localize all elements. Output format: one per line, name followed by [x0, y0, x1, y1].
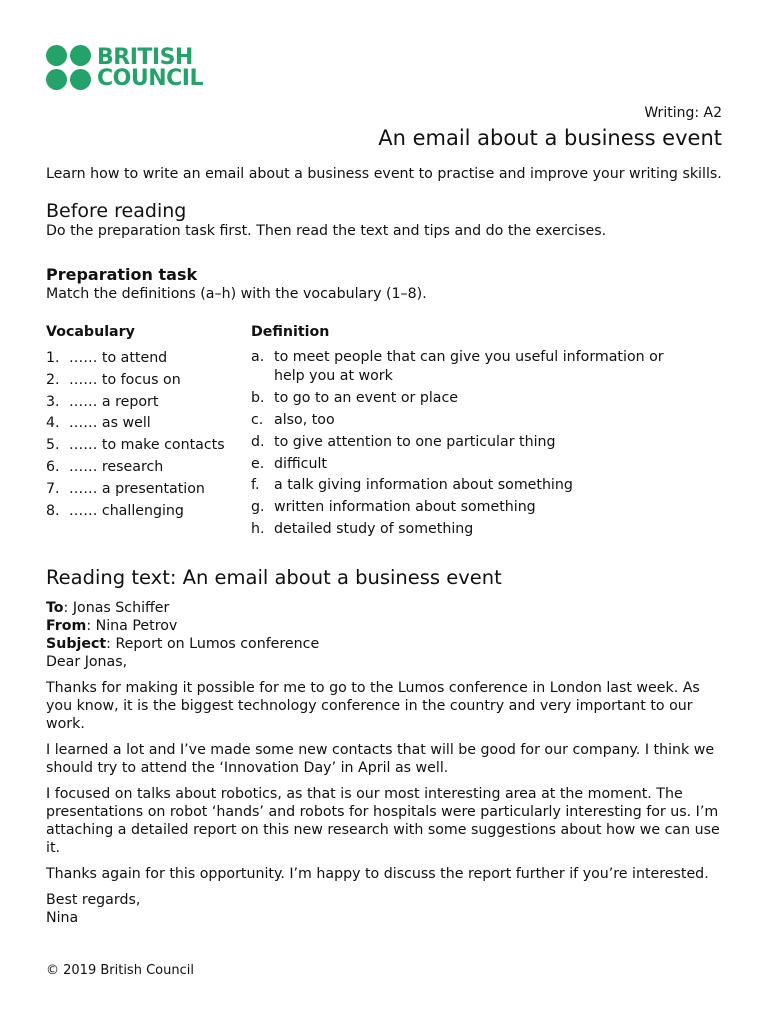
british-council-logo [46, 45, 203, 90]
definition-item: g. written information about something [251, 499, 536, 516]
email-to-line: To: Jonas Schiffer [46, 600, 170, 616]
definition-item: c. also, too [251, 411, 335, 428]
vocab-item: 6. …… research [46, 458, 164, 475]
level-label: Writing: A2 [644, 105, 722, 121]
definition-list [251, 348, 691, 542]
vocab-item: 3. …… a report [46, 393, 159, 410]
definition-item: f. a talk giving information about something [251, 477, 573, 494]
email-signature: Nina [46, 910, 79, 926]
document-title: An email about a business event [378, 126, 722, 150]
email-text [46, 599, 722, 927]
logo-wordmark: BRITISH COUNCIL [97, 44, 203, 91]
email-subject-line: Subject: Report on Lumos conference [46, 636, 320, 652]
preparation-task-heading: Preparation task [46, 265, 198, 284]
email-from-line: From: Nina Petrov [46, 618, 178, 634]
definition-item: b. to go to an event or place [251, 389, 459, 406]
definition-item: e. difficult [251, 455, 327, 472]
copyright-footer: © 2019 British Council [46, 963, 194, 978]
email-paragraph: I focused on talks about robotics, as that is our most interesting area at the moment. The presentations on robot ‘hands’ and robots for hospitals were particularly interesting for us. I’m attaching a detailed report on this new research with some suggestions about how we can use it. [46, 786, 720, 856]
vocabulary-list [46, 348, 225, 522]
vocabulary-column-heading: Vocabulary [46, 324, 135, 340]
email-signoff: Best regards, [46, 892, 141, 908]
email-paragraph: I learned a lot and I’ve made some new contacts that will be good for our company. I think we should try to attend the ‘Innovation Day’ in April as well. [46, 742, 715, 776]
intro-text: Learn how to write an email about a business event to practise and improve your writing skills. [46, 166, 722, 182]
vocab-item: 2. …… to focus on [46, 371, 181, 388]
definition-column-heading: Definition [251, 324, 330, 340]
definition-item: d. to give attention to one particular thing [251, 433, 556, 450]
definition-item: a. to meet people that can give you useful information or help you at work [251, 349, 664, 384]
vocab-item: 4. …… as well [46, 415, 151, 432]
preparation-instructions: Match the definitions (a–h) with the vocabulary (1–8). [46, 286, 427, 302]
definition-item: h. detailed study of something [251, 521, 474, 538]
vocab-item: 8. …… challenging [46, 502, 184, 519]
vocab-item: 1. …… to attend [46, 350, 168, 366]
before-reading-heading: Before reading [46, 200, 187, 222]
email-paragraph: Thanks for making it possible for me to go to the Lumos conference in London last week. As you know, it is the biggest technology conference in the country and very important to our work. [46, 680, 700, 732]
vocab-item: 5. …… to make contacts [46, 437, 225, 454]
email-paragraph: Thanks again for this opportunity. I’m happy to discuss the report further if you’re interested. [46, 866, 709, 882]
email-greeting: Dear Jonas, [46, 654, 128, 670]
vocab-item: 7. …… a presentation [46, 480, 205, 497]
logo-dots-icon [46, 45, 91, 90]
reading-text-heading: Reading text: An email about a business event [46, 566, 502, 589]
before-reading-text: Do the preparation task first. Then read the text and tips and do the exercises. [46, 223, 607, 239]
